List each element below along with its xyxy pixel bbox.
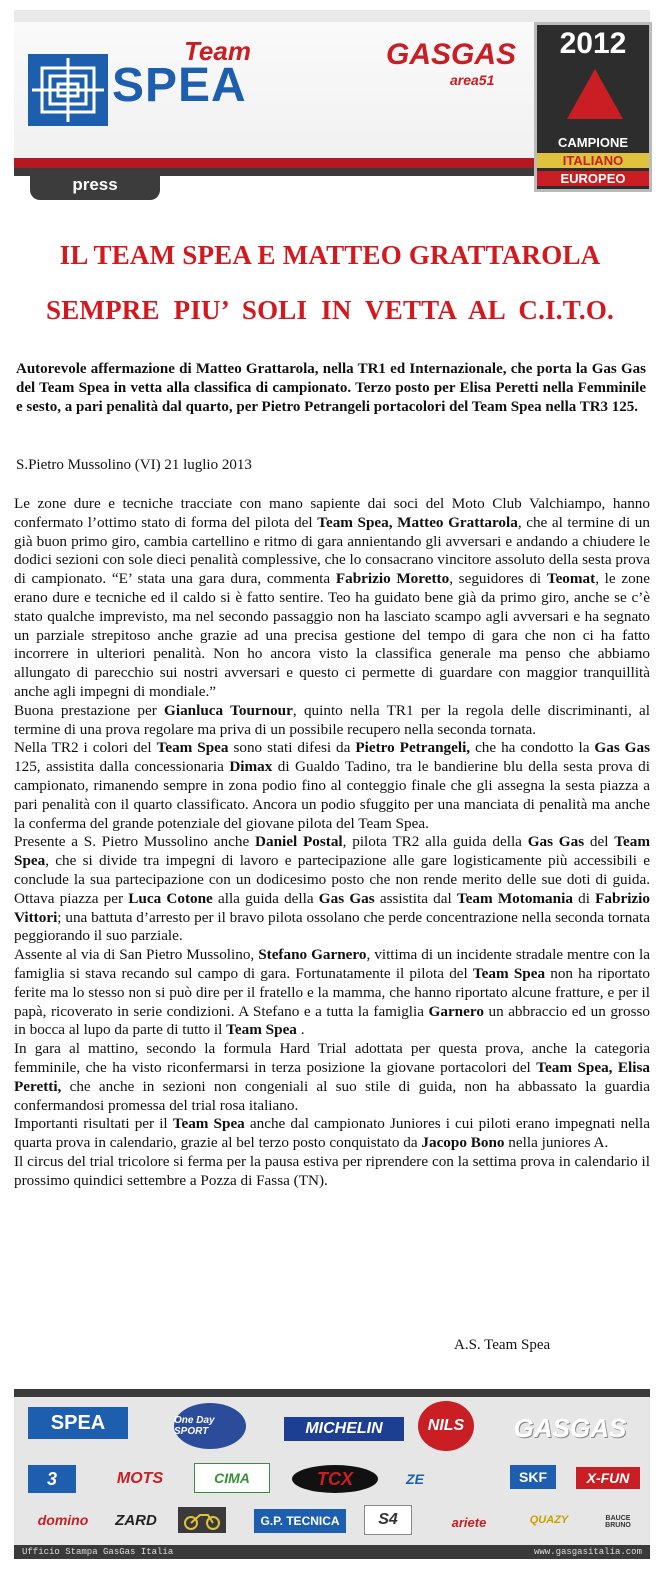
sponsor-nils-logo: NILS <box>418 1401 474 1451</box>
area51-logo: area51 <box>450 72 495 88</box>
headline-line-2: SEMPRE PIU’ SOLI IN VETTA AL C.I.T.O. <box>45 295 615 325</box>
sponsor-zard-logo: ZARD <box>115 1511 157 1529</box>
sponsor-michelin-logo: MICHELIN <box>284 1417 404 1441</box>
sponsor-ariete-logo: ariete <box>451 1514 487 1530</box>
footer-top-stripe <box>14 1389 650 1397</box>
dateline: S.Pietro Mussolino (VI) 21 luglio 2013 <box>16 457 252 473</box>
sponsor-domino-logo: domino <box>37 1512 89 1528</box>
signature: A.S. Team Spea <box>454 1337 551 1353</box>
sponsor-ze-logo: ZE <box>406 1471 424 1487</box>
spea-wordmark: SPEA <box>112 59 247 112</box>
paragraph-4: Presente a S. Pietro Mussolino anche Daniel Postal, pilota TR2 alla guida della Gas Gas del Team Spea, che si divide tra impegni di lavoro e partecipazione alle gare logisticamente più accessibili e conclude la sua partecipazione con un dodicesimo posto che non rende merito delle sue doti di guida. Ottava piazza per Luca Cotone alla guida della Gas Gas assistita dal Team Motomania di Fabrizio Vittori; una battuta d’arresto per il bravo pilota ossolano che perde concentrazione nella seconda tornata peggiorando il suo parziale. <box>14 833 651 945</box>
paragraph-6: In gara al mattino, secondo la formula Hard Trial adottata per questa prova, anche la categoria femminile, che ha visto riconfermarsi in terza posizione la giovane portacolori del Team Spea, Elisa Peretti, che anche in sezioni non congeniali al suo stile di guida, non ha abbassato la guardia confermandosi promessa del trial rosa italiano. <box>14 1040 650 1114</box>
sponsor-oneday-logo: One Day SPORT <box>174 1403 246 1449</box>
spea-logo-icon <box>28 54 108 126</box>
article-body <box>14 495 650 1190</box>
press-tab: press <box>30 170 160 200</box>
badge-campione: CAMPIONE <box>557 135 629 150</box>
sponsor-3-logo: 3 <box>28 1465 76 1493</box>
sponsor-bike-logo <box>178 1507 226 1533</box>
sponsor-gptecnica-logo: G.P. TECNICA <box>254 1509 346 1533</box>
footer-press-office: Ufficio Stampa GasGas Italia <box>22 1547 174 1557</box>
sponsor-cima-logo: CIMA <box>194 1463 270 1493</box>
lead-paragraph: Autorevole affermazione di Matteo Grattarola, nella TR1 ed Internazionale, che porta la Gas Gas del Team Spea in vetta alla classifica di campionato. Terzo posto per Elisa Peretti nella Femminile e sesto, a pari penalità dal quarto, per Pietro Petrangeli portacolori del Team Spea nella TR3 125. <box>16 361 646 415</box>
press-header <box>14 10 650 195</box>
paragraph-5: Assente al via di San Pietro Mussolino, Stefano Garnero, vittima di un incidente stradale mentre con la famiglia si stava recando sul campo di gara. Fortunatamente il pilota del Team Spea non ha riportato ferite ma lo stesso non si può dire per il fratello e la mamma, che hanno riportato alcune fratture, e per il papà, ricoverato in serie condizioni. A Stefano e a tutta la famiglia Garnero un abbraccio ed un grosso in bocca al lupo da parte di tutto il Team Spea . <box>14 946 650 1039</box>
footer-website-link[interactable]: www.gasgasitalia.com <box>533 1547 642 1557</box>
paragraph-1: Le zone dure e tecniche tracciate con mano sapiente dai soci del Moto Club Valchiampo, hanno confermato l’ottimo stato di forma del pilota del Team Spea, Matteo Grattarola, che al termine di un già buon primo giro, cambia cartellino e ritmo di gara annientando gli avversari e andando a chiudere le dodici sezioni con sole dieci penalità complessive, che lo consacrano vincitore assoluto della sesta prova di campionato. “E’ stata una gara dura, commenta Fabrizio Moretto, seguidores di Teomat, le zone erano dure e tecniche ed il caldo si è fatto sentire. Teo ha guidato bene già da primo giro, anche se c’è stato qualche imprevisto, ma nel secondo passaggio non ha lasciato scampo agli avversari e ha segnato un parziale strepitoso anche grazie ad una precisa gestione del tempo di gara che non ci ha fatto incorrere in ulteriori penalità. Non ho ancora visto la classifica generale ma penso che abbiamo allungato di parecchio sui nostri avversari e questo ci permette di guardare con maggior tranquillità anche agli impegni di mondiale.” <box>14 495 650 700</box>
team-wordmark: Team <box>184 36 251 66</box>
headline-line-1: IL TEAM SPEA E MATTEO GRATTAROLA <box>59 240 601 270</box>
badge-year: 2012 <box>559 27 627 60</box>
sponsor-footer <box>14 1389 650 1559</box>
warning-triangle-icon <box>567 69 623 119</box>
paragraph-2: Buona prestazione per Gianluca Tournour, quinto nella TR1 per la regola delle discriminanti, al termine di una prova regolare ma priva di un possibile recupero nella seconda tornata. <box>14 701 650 738</box>
champion-badge <box>534 22 652 192</box>
sponsor-s4-logo: S4 <box>364 1505 412 1535</box>
paragraph-3: Nella TR2 i colori del Team Spea sono stati difesi da Pietro Petrangeli, che ha condotto la Gas Gas 125, assistita dalla concessionaria Dimax di Gualdo Tadino, tra le bandierine blu della sesta prova di campionato, rimanendo sempre in zona podio fino al conteggio finale che gli assegna la sesta piazza a pari penalità con il quarto classificato. Ancora un podio sfuggito per una manciata di penalità ma anche la conferma del grande potenziale del giovane pilota del Team Spea. <box>14 739 650 832</box>
paragraph-7: Importanti risultati per il Team Spea anche dal campionato Juniores i cui piloti erano impegnati nella quarta prova in calendario, grazie al bel terzo posto conquistato da Jacopo Bono nella juniores A. <box>14 1115 650 1152</box>
header-top-stripe <box>14 10 650 22</box>
sponsor-quazy-logo: QUAZY <box>529 1514 569 1526</box>
sponsor-xfun-logo: X-FUN <box>576 1467 640 1489</box>
sponsor-skf-logo: SKF <box>510 1465 556 1489</box>
sponsor-spea-logo: SPEA <box>28 1407 128 1439</box>
badge-europeo: EUROPEO <box>537 171 649 186</box>
sponsor-gasgas-logo: GASGAS <box>513 1412 627 1443</box>
gasgas-logo: GASGAS <box>386 38 517 71</box>
sponsor-tcx-logo: TCX <box>292 1465 378 1493</box>
paragraph-8: Il circus del trial tricolore si ferma per la pausa estiva per riprendere con la settima prova in calendario il prossimo quindici settembre a Pozza di Fassa (TN). <box>14 1152 650 1189</box>
sponsor-mots-logo: MOTS <box>116 1470 164 1487</box>
sponsor-baucebruno-logo: BAUCE BRUNO <box>605 1515 631 1529</box>
badge-italiano: ITALIANO <box>537 153 649 168</box>
footer-bottom-bar <box>14 1545 650 1559</box>
